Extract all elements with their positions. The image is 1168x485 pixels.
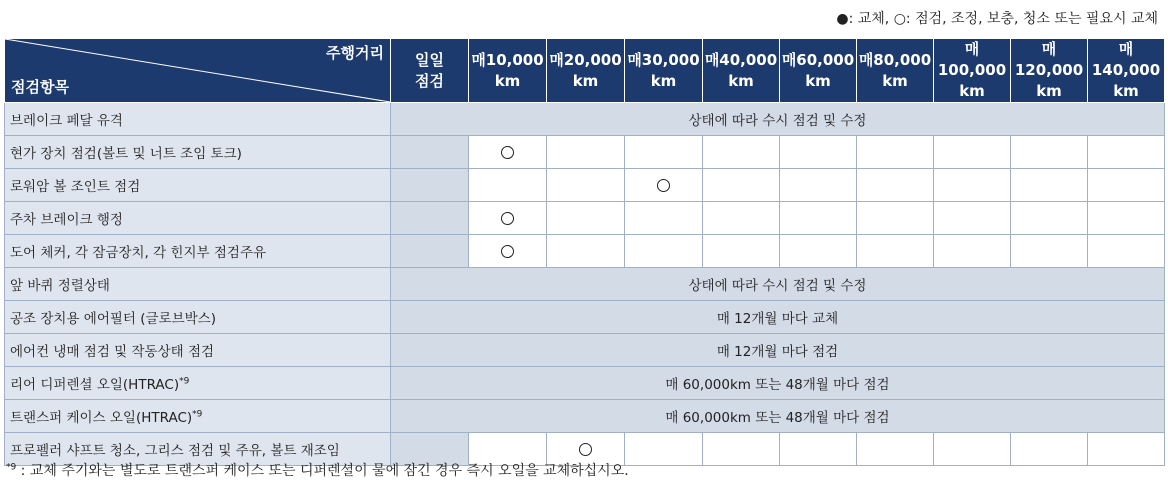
- column-header: [1088, 39, 1165, 103]
- schedule-cell: [703, 202, 780, 235]
- inspection-item-cell: [5, 169, 391, 202]
- table-row: [5, 169, 1165, 202]
- inspect-circle-icon: [657, 179, 670, 192]
- column-header-line1: 매80,000: [858, 50, 932, 69]
- column-header-line2: km: [494, 71, 521, 90]
- legend: ●: 교체, ○: 점검, 조정, 보충, 청소 또는 필요시 교체: [836, 11, 1158, 27]
- footnote: [6, 460, 629, 480]
- schedule-cell: [1088, 169, 1165, 202]
- table-row: [5, 301, 1165, 334]
- schedule-cell: [1088, 235, 1165, 268]
- inspection-item-label: 에어컨 냉매 점검 및 작동상태 점검: [10, 344, 215, 360]
- column-header-line2: 점검: [415, 71, 444, 90]
- footnote-ref: *9: [192, 409, 203, 420]
- schedule-cell: [780, 202, 857, 235]
- column-header-line2: km: [650, 71, 677, 90]
- column-header: [1011, 39, 1088, 103]
- inspect-circle-icon: [501, 146, 514, 159]
- schedule-cell: [1011, 169, 1088, 202]
- inspection-item-cell: [5, 136, 391, 169]
- inspection-item-cell: [5, 103, 391, 136]
- inspection-item-label: 리어 디퍼렌셜 오일(HTRAC): [10, 377, 180, 393]
- inspection-item-label: 주차 브레이크 행정: [10, 212, 123, 228]
- inspection-item-label: 브레이크 페달 유격: [10, 113, 123, 129]
- interval-note-cell: 상태에 따라 수시 점검 및 수정: [391, 103, 1165, 136]
- inspection-item-label: 로워암 볼 조인트 점검: [10, 179, 141, 195]
- schedule-cell: [780, 169, 857, 202]
- schedule-cell: [625, 169, 703, 202]
- schedule-cell: [1011, 235, 1088, 268]
- column-header-line1: 매10,000: [471, 50, 544, 69]
- schedule-cell: [857, 433, 934, 466]
- table-row: [5, 268, 1165, 301]
- schedule-cell: [857, 235, 934, 268]
- schedule-cell: [391, 169, 469, 202]
- inspection-item-label: 프로펠러 샤프트 청소, 그리스 점검 및 주유, 볼트 재조임: [10, 443, 340, 459]
- column-header-line2: km: [572, 71, 599, 90]
- inspection-item-label: 현가 장치 점검(볼트 및 너트 조임 토크): [10, 146, 242, 162]
- column-header-line1: 매20,000: [549, 50, 622, 69]
- schedule-cell: [625, 235, 703, 268]
- inspection-item-cell: [5, 334, 391, 367]
- schedule-cell: [857, 136, 934, 169]
- column-header-line2: km: [959, 82, 985, 100]
- schedule-cell: [625, 433, 703, 466]
- column-header: [547, 39, 625, 103]
- interval-note-cell: 상태에 따라 수시 점검 및 수정: [391, 268, 1165, 301]
- column-header-line1: 일일: [415, 50, 444, 69]
- schedule-cell: [391, 202, 469, 235]
- schedule-cell: [391, 235, 469, 268]
- footnote-ref: *9: [179, 376, 190, 387]
- inspection-item-cell: [5, 301, 391, 334]
- table-row: [5, 235, 1165, 268]
- inspection-item-cell: [5, 235, 391, 268]
- schedule-cell: [547, 136, 625, 169]
- schedule-cell: [1088, 202, 1165, 235]
- schedule-cell: [547, 202, 625, 235]
- schedule-cell: [1011, 433, 1088, 466]
- maintenance-schedule-table: [4, 38, 1165, 466]
- schedule-cell: [703, 136, 780, 169]
- schedule-cell: [780, 433, 857, 466]
- footnote-text: : 교체 주기와는 별도로 트랜스퍼 케이스 또는 디퍼렌셜이 물에 잠긴 경우 즉시 오일을 교체하십시오.: [16, 463, 629, 479]
- column-header: [391, 39, 469, 103]
- schedule-cell: [469, 235, 547, 268]
- interval-note-cell: 매 60,000km 또는 48개월 마다 점검: [391, 400, 1165, 433]
- inspection-item-label: 공조 장치용 에어필터 (글로브박스): [10, 311, 216, 327]
- column-header-line2: km: [1113, 82, 1139, 100]
- inspection-item-label: 앞 바퀴 정렬상태: [10, 278, 110, 294]
- inspection-item-cell: [5, 202, 391, 235]
- schedule-cell: [703, 235, 780, 268]
- schedule-cell: [1011, 202, 1088, 235]
- column-header-line1: 매100,000: [937, 40, 1007, 79]
- column-header-line1: 매140,000: [1091, 40, 1161, 79]
- schedule-cell: [625, 136, 703, 169]
- schedule-cell: [857, 169, 934, 202]
- schedule-cell: [934, 136, 1011, 169]
- schedule-cell: [469, 136, 547, 169]
- inspection-item-cell: [5, 268, 391, 301]
- inspection-item-label: 도어 체커, 각 잠금장치, 각 힌지부 점검주유: [10, 245, 267, 261]
- column-header-line1: 매120,000: [1014, 40, 1084, 79]
- schedule-cell: [1088, 433, 1165, 466]
- table-row: [5, 202, 1165, 235]
- schedule-cell: [934, 169, 1011, 202]
- corner-header-cell: [5, 39, 391, 103]
- table-row: [5, 136, 1165, 169]
- schedule-cell: [1088, 136, 1165, 169]
- schedule-cell: [780, 235, 857, 268]
- inspect-circle-icon: [501, 245, 514, 258]
- column-header-line1: 매40,000: [704, 50, 778, 69]
- interval-note-cell: 매 12개월 마다 교체: [391, 301, 1165, 334]
- schedule-cell: [934, 235, 1011, 268]
- corner-item-label: 점검항목: [11, 78, 69, 96]
- inspection-item-cell: [5, 400, 391, 433]
- schedule-cell: [703, 433, 780, 466]
- footnote-mark: *9: [6, 462, 17, 473]
- column-header: [625, 39, 703, 103]
- schedule-cell: [934, 202, 1011, 235]
- column-header-line2: km: [1036, 82, 1062, 100]
- inspection-item-label: 트랜스퍼 케이스 오일(HTRAC): [10, 410, 193, 426]
- column-header-line1: 매30,000: [627, 50, 700, 69]
- schedule-cell: [625, 202, 703, 235]
- column-header: [857, 39, 934, 103]
- table-header-row: [5, 39, 1165, 103]
- schedule-cell: [469, 169, 547, 202]
- schedule-cell: [391, 136, 469, 169]
- schedule-cell: [547, 169, 625, 202]
- schedule-cell: [469, 202, 547, 235]
- interval-note-cell: 매 60,000km 또는 48개월 마다 점검: [391, 367, 1165, 400]
- inspect-circle-icon: [579, 443, 592, 456]
- schedule-cell: [547, 235, 625, 268]
- table-row: [5, 367, 1165, 400]
- column-header: [934, 39, 1011, 103]
- schedule-cell: [857, 202, 934, 235]
- interval-note-cell: 매 12개월 마다 점검: [391, 334, 1165, 367]
- table-row: [5, 400, 1165, 433]
- schedule-cell: [934, 433, 1011, 466]
- schedule-cell: [703, 169, 780, 202]
- schedule-cell: [780, 136, 857, 169]
- corner-distance-label: 주행거리: [326, 44, 384, 62]
- column-header: [469, 39, 547, 103]
- column-header-line2: km: [805, 71, 831, 90]
- column-header-line2: km: [728, 71, 754, 90]
- column-header: [780, 39, 857, 103]
- column-header-line2: km: [882, 71, 908, 90]
- schedule-cell: [1011, 136, 1088, 169]
- table-row: [5, 334, 1165, 367]
- table-row: [5, 103, 1165, 136]
- inspection-item-cell: [5, 367, 391, 400]
- column-header: [703, 39, 780, 103]
- inspect-circle-icon: [501, 212, 514, 225]
- column-header-line1: 매60,000: [781, 50, 855, 69]
